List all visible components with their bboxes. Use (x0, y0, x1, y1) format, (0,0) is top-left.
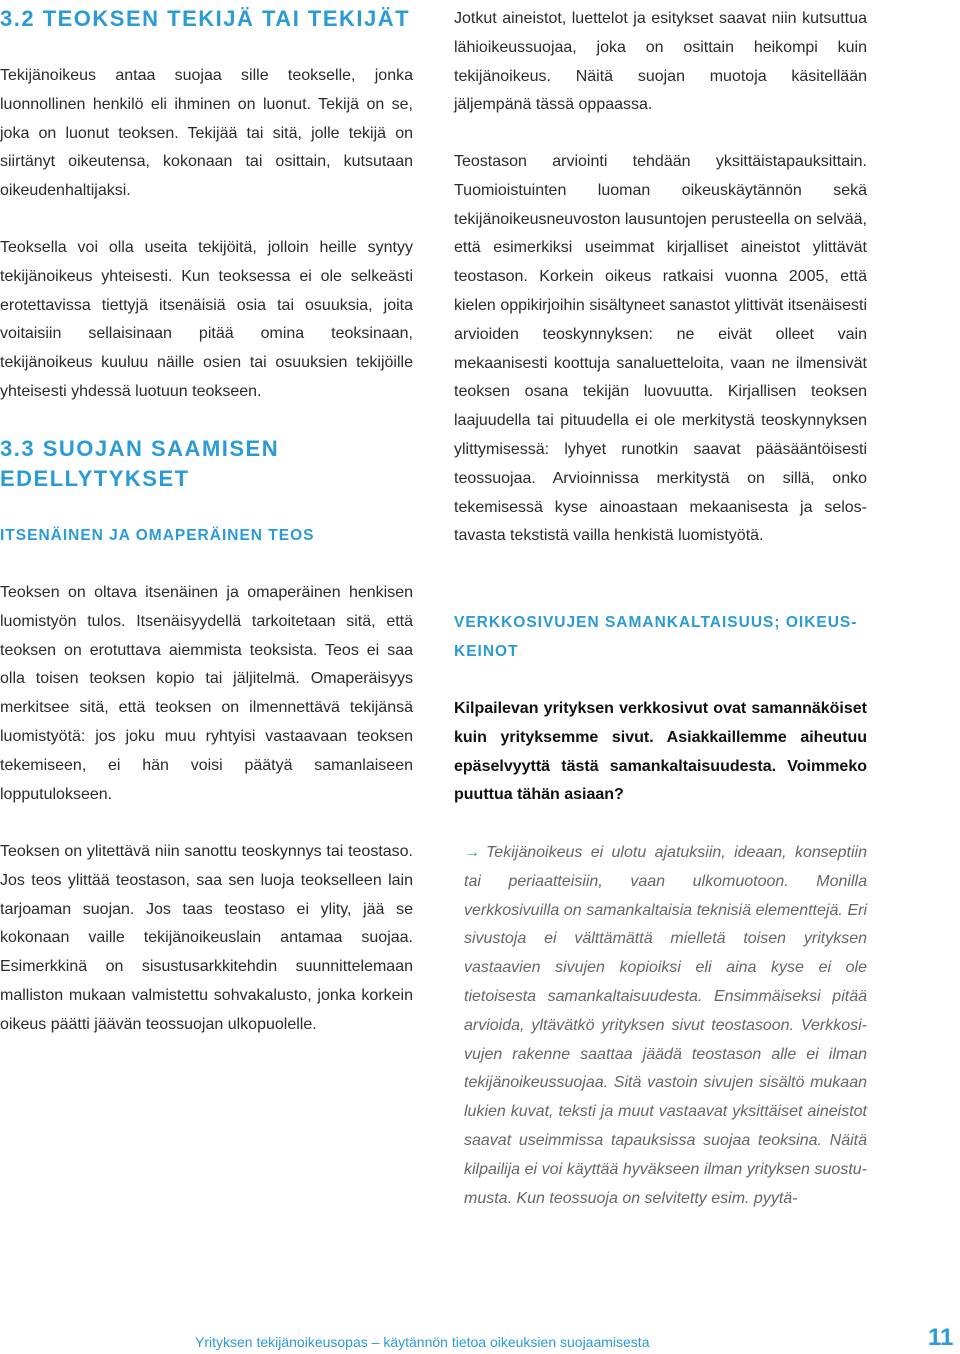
case-answer-text: Tekijänoikeus ei ulotu ajatuksiin, ideaan, konseptiin tai periaatteisiin, vaan ulkomuotoon. Monilla verkkosivuilla on samankaltaisia teknisiä elementtejä. Eri sivustoja ei välttämättä mielletä toisen yrityksen vastaavien sivujen kopioiksi eli aina kyse ei ole tietoisesta samankaltaisuudesta. Ensimmäiseksi pitää arvioida, yltävätkö yrityksen sivut teostasoon. Verkkosivujen rakenne saattaa jäädä teostason alle ei ilman tekijänoikeussuojaa. Sitä vastoin sivujen sisältö mukaan lukien kuvat, teksti ja muut vastaavat yksittäiset aineistot saavat useimmissa tapauksissa suojaa teoksina. Näitä kilpailija ei voi käyttää hyväkseen ilman yrityksen suostumusta. Kun teossuoja on selvitetty esim. pyytä- (464, 844, 867, 1207)
page-footer (0, 1324, 960, 1354)
page-number: 11 (928, 1324, 954, 1351)
case-answer (464, 839, 867, 1213)
subheading-original-work: ITSENÄINEN JA OMAPERÄINEN TEOS (0, 527, 315, 544)
footer-title: Yrityksen tekijänoikeusopas – käytännön tietoa oikeuksien suojaamisesta (195, 1334, 650, 1350)
arrow-right-icon: → (464, 844, 480, 861)
paragraph-threshold: Teoksen on ylitettävä niin sanottu teoskynnys tai teostaso. Jos teos ylittää teostason, saa sen luoja teokselleen lain tarjoaman suojan. Jos taas teostaso ei ylity, jää se kokonaan vaille tekijänoikeuslain antamaa suojaa. Esimerkkinä on sisustusarkkitehdin suunnittelemaan malliston mukaan valmistettu sohvakalusto, jonka korkein oikeus päätti jäävän teossuojan ulkopuolelle. (0, 843, 413, 1033)
paragraph-originality: Teoksen on oltava itsenäinen ja omaperäinen henkisen luomistyön tulos. Itsenäisyydellä tarkoitetaan sitä, että teoksen on erotuttava aiemmista teoksista. Teos ei saa olla toisen teoksen kopio tai jäljitelmä. Omaperäisyys merkitsee sitä, että teoksen on ilmennettävä tekijänsä luomistyötä: jos joku muu ryhtyisi vastaavaan teoksen tekemiseen, ei hän voisi päätyä samanlaiseen lopputulokseen. (0, 584, 413, 803)
section-heading-3-3: 3.3 SUOJAN SAAMISEN EDELLYTYKSET (0, 436, 280, 491)
paragraph-joint-authors: Teoksella voi olla useita tekijöitä, jolloin heille syntyy tekijänoikeus yhteisesti. Kun teoksessa ei ole selkeästi erotettavissa tiettyjä itsenäisiä osia tai osuuksia, joita voitaisiin sellaisinaan pitää omina teoksinaan, tekijänoikeus kuuluu näille osien tai osuuksien tekijöille yhteisesti yhdessä luotuun teokseen. (0, 239, 413, 400)
paragraph-threshold-assessment: Teostason arviointi tehdään yksittäistapauksittain. Tuomioistuinten luoman oikeuskäytännön sekä tekijänoikeusneuvoston lausuntojen perusteella on selvää, että esimerkiksi useimmat kirjalliset aineistot ylittävät teostason. Korkein oikeus ratkaisi vuonna 2005, että kielen oppikirjoihin sisältyneet sanastot ylittivät itsenäisesti arvioiden teoskynnyksen: ne eivät olleet vain mekaanisesti koottuja sanaluetteloita, vaan ne ilmensivät teoksen osana tekijän luovuutta. Kirjallisen teoksen laajuudella tai pituudella ei ole merkitystä teoskynnyksen ylittymisessä: lyhyet runotkin saavat pääsääntöisesti teossuojaa. Arvioinnissa merkitystä on sillä, onko tekemisessä kyse ainoastaan mekaanisesta ja selostavasta tekstistä vailla henkistä luomistyötä. (454, 153, 867, 545)
paragraph-author-definition: Tekijänoikeus antaa suojaa sille teokselle, jonka luonnollinen henkilö eli ihminen on luonut. Tekijä on se, joka on luonut teoksen. Tekijää tai sitä, jolle tekijä on siirtänyt oikeutensa, kokonaan tai osittain, kutsutaan oikeudenhaltijaksi. (0, 67, 413, 200)
paragraph-related-rights: Jotkut aineistot, luettelot ja esitykset saavat niin kutsuttua lähioikeussuojaa, joka on osittain heikompi kuin tekijänoikeus. Näitä suojan muotoja käsitellään jäljempänä tässä oppaassa. (454, 10, 867, 114)
section-heading-3-2: 3.2 TEOKSEN TEKIJÄ TAI TEKIJÄT (0, 6, 411, 31)
subheading-website-similarity: VERKKOSIVUJEN SAMANKALTAISUUS; OIKEUSKEINOT (454, 614, 857, 660)
case-question: Kilpailevan yrityksen verkkosivut ovat samannäköiset kuin yrityksemme sivut. Asiakkaillemme aiheutuu epäselvyyttä tästä samankaltaisuudesta. Voimmeko puuttua tähän asiaan? (454, 700, 867, 804)
